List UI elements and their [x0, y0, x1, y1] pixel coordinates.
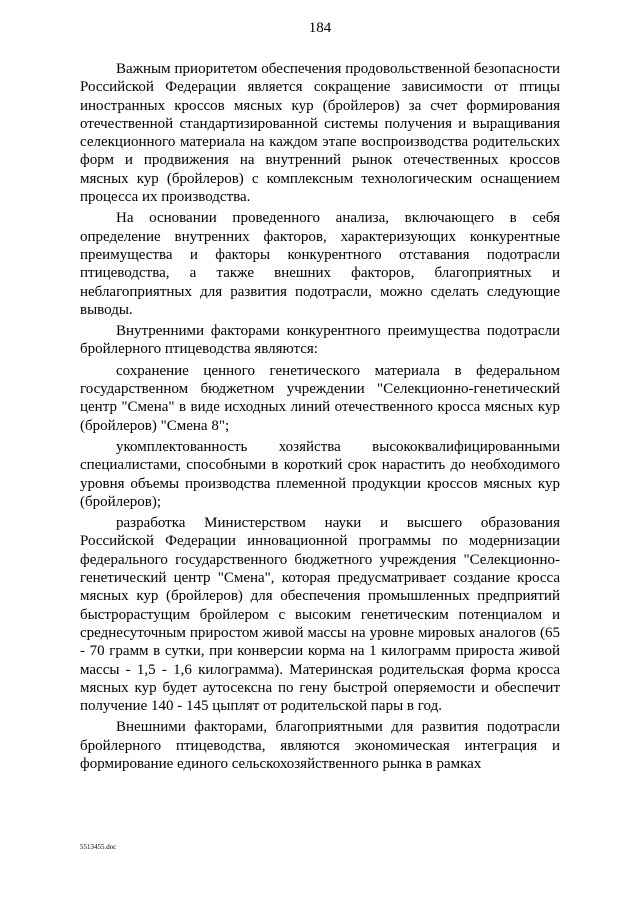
paragraph-food-security-priority: Важным приоритетом обеспечения продовольственной безопасности Российской Федерации является сокращение зависимости от птицы иностранных кроссов мясных кур (бройлеров) за счет формирования отечественной стандартизированной системы получения и выращивания селекционного материала на каждом этапе воспроизводства родительских форм и продвижения на внутренний рынок отечественных кроссов мясных кур (бройлеров) с комплексным технологическим оснащением процесса их производства. — [80, 61, 560, 206]
paragraph-genetic-material: сохранение ценного генетического материала в федеральном государственном бюджетном учреждении "Селекционно-генетический центр "Смена" в виде исходных линий отечественного кросса мясных кур (бройлеров) "Смена 8"; — [80, 362, 560, 434]
paragraph-analysis-conclusions: На основании проведенного анализа, включающего в себя определение внутренних факторов, характеризующих конкурентные преимущества и факторы конкурентного отставания подотрасли птицеводства, а также внешних факторов, благоприятных и неблагоприятных для развития подотрасли, можно сделать следующие выводы. — [80, 210, 560, 318]
paragraph-external-factors: Внешними факторами, благоприятными для развития подотрасли бройлерного птицеводства, являются экономическая интеграция и формирование единого сельскохозяйственного рынка в рамках — [80, 719, 560, 772]
paragraph-internal-advantages-intro: Внутренними факторами конкурентного преимущества подотрасли бройлерного птицеводства являются: — [80, 323, 560, 358]
footer-document-code: 5513455.doc — [80, 843, 117, 851]
page-number: 184 — [308, 20, 332, 36]
paragraph-modernization-program: разработка Министерством науки и высшего образования Российской Федерации инновационной программы по модернизации федерального государственного бюджетного учреждения "Селекционно-генетический центр "Смена", которая предусматривает создание кросса мясных кур (бройлеров) для обеспечения промышленных предприятий быстрорастущим бройлером с высоким генетическим потенциалом и среднесуточным приростом живой массы на уровне мировых аналогов (65 - 70 грамм в сутки, при конверсии корма на 1 килограмм прироста живой массы - 1,5 - 1,6 килограмма). Материнская родительская форма кросса мясных кур будет аутосексна по гену быстрой оперяемости и обеспечит получение 140 - 145 цыплят от родительской пары в год. — [80, 515, 560, 715]
paragraph-staffing: укомплектованность хозяйства высококвалифицированными специалистами, способными в короткий срок нарастить до необходимого уровня объемы производства племенной продукции кроссов мясных кур (бройлеров); — [80, 438, 560, 510]
document-body — [80, 60, 560, 776]
